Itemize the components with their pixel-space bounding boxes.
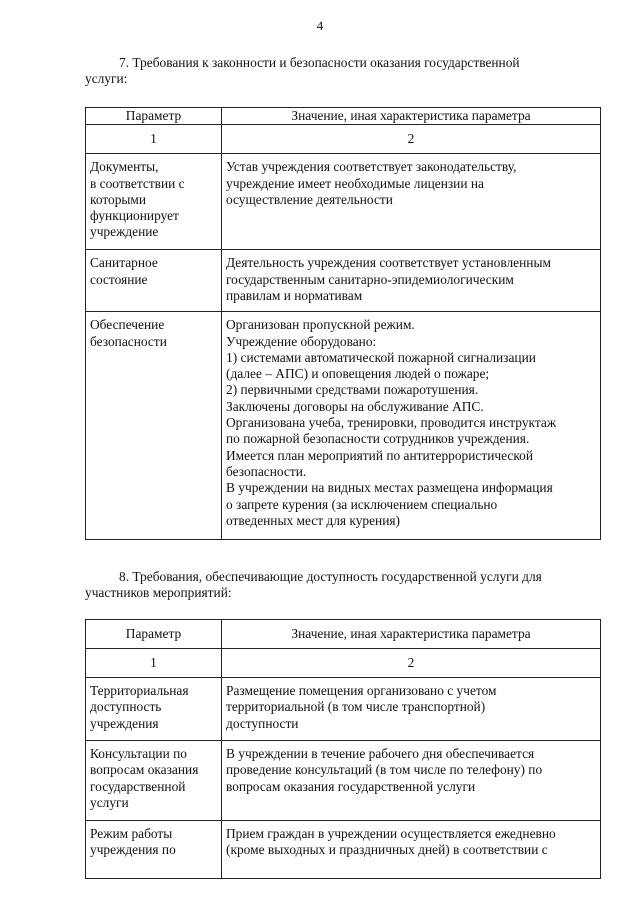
value-cell: Деятельность учреждения соответствует установленным государственным санитарно-эпидемиологическим правилам и нормативам — [222, 250, 601, 312]
section-8-heading — [85, 569, 599, 602]
param-cell: Территориальная доступность учреждения — [86, 678, 222, 741]
param-cell: Санитарное состояние — [86, 250, 222, 312]
table-number-row — [86, 649, 601, 678]
table-row — [86, 154, 601, 250]
param-cell-wrap — [86, 821, 222, 879]
table-row — [86, 312, 601, 540]
table-row — [86, 250, 601, 312]
value-cell: Устав учреждения соответствует законодательству, учреждение имеет необходимые лицензии на осуществление деятельности — [222, 154, 601, 250]
table-header-row — [86, 620, 601, 649]
section-7-heading-line1: 7. Требования к законности и безопасности оказания государственной — [119, 55, 520, 70]
column-number-1: 1 — [86, 649, 222, 678]
column-number-2: 2 — [222, 125, 601, 154]
value-cell-wrap — [222, 821, 601, 879]
table-number-row — [86, 125, 601, 154]
table-header-row — [86, 108, 601, 125]
param-cell: Обеспечение безопасности — [86, 312, 222, 540]
param-cell: Документы, в соответствии с которыми функционирует учреждение — [86, 154, 222, 250]
table-row — [86, 678, 601, 741]
page-number: 4 — [316, 18, 324, 33]
section-8-heading-line1: 8. Требования, обеспечивающие доступность государственной услуги для — [119, 569, 542, 584]
requirements-table-7 — [85, 107, 601, 540]
param-cell: Консультации по вопросам оказания государственной услуги — [86, 741, 222, 821]
column-header-value: Значение, иная характеристика параметра — [222, 108, 601, 125]
column-number-2: 2 — [222, 649, 601, 678]
section-7-heading-line2: услуги: — [85, 71, 128, 87]
value-cell: Прием граждан в учреждении осуществляется ежедневно (кроме выходных и праздничных дней) в соответствии с — [226, 826, 556, 858]
param-cell: Режим работы учреждения по — [90, 826, 176, 858]
table-row — [86, 741, 601, 821]
value-cell: Размещение помещения организовано с учетом территориальной (в том числе транспортной) доступности — [222, 678, 601, 741]
column-header-parameter: Параметр — [86, 620, 222, 649]
value-cell: В учреждении в течение рабочего дня обеспечивается проведение консультаций (в том числе по телефону) по вопросам оказания государственной услуги — [222, 741, 601, 821]
table-row — [86, 821, 601, 879]
requirements-table-8 — [85, 619, 601, 879]
column-header-value: Значение, иная характеристика параметра — [222, 620, 601, 649]
section-8-heading-line2: участников мероприятий: — [85, 585, 232, 601]
section-7-heading — [85, 55, 599, 88]
value-cell: Организован пропускной режим. Учреждение оборудовано: 1) системами автоматической пожарной сигнализации (далее – АПС) и оповещения людей о пожаре; 2) первичными средствами пожаротушения. Заключены договоры на обслуживание АПС. Организована учеба, тренировки, проводится инструктаж по пожарной безопасности сотрудников учреждения. Имеется план мероприятий по антитеррористической безопасности. В учреждении на видных местах размещена информация о запрете курения (за исключением специально отведенных мест для курения) — [222, 312, 601, 540]
column-header-parameter: Параметр — [86, 108, 222, 125]
column-number-1: 1 — [86, 125, 222, 154]
